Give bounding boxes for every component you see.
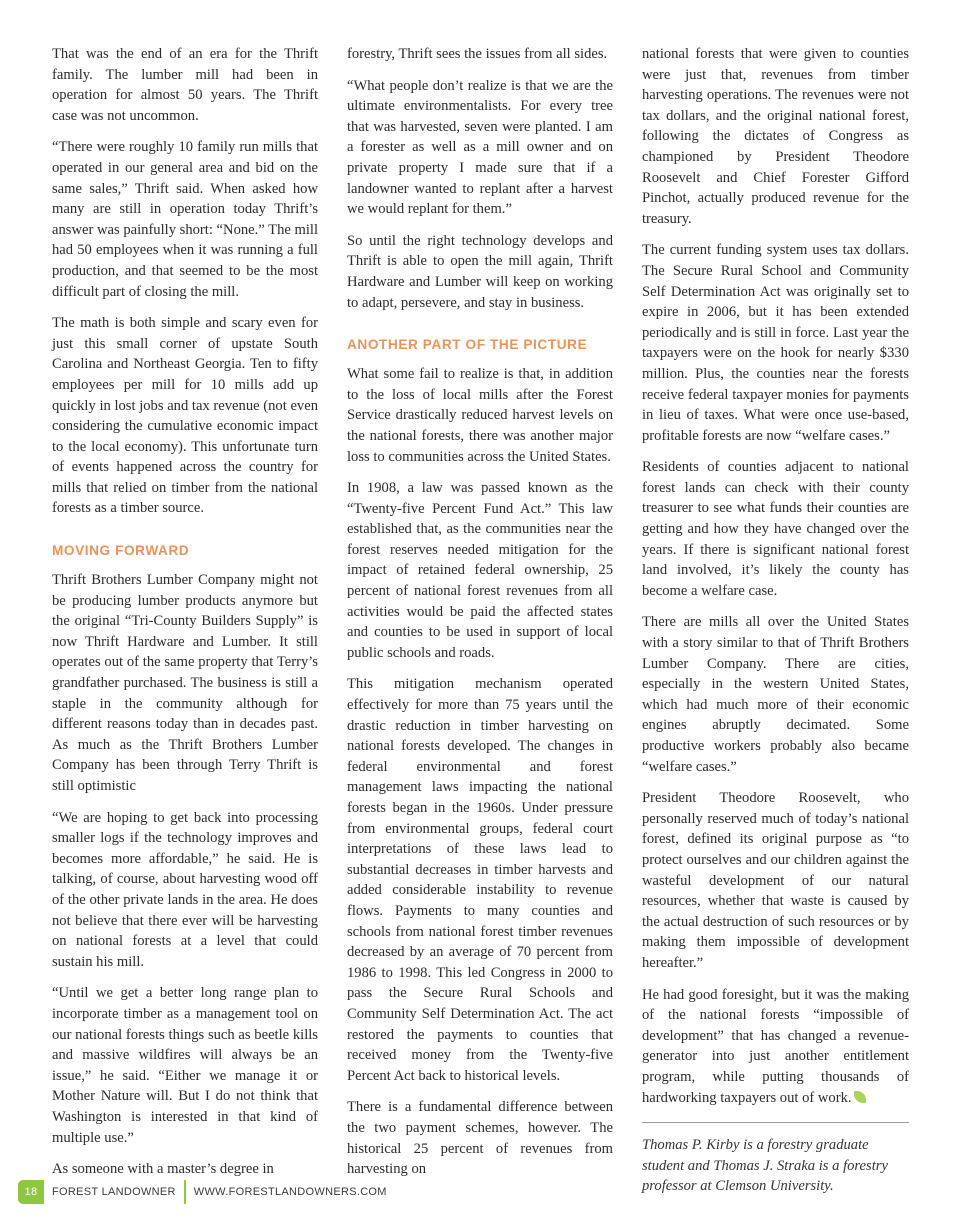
website-link[interactable]: WWW.FORESTLANDOWNERS.COM xyxy=(193,1186,387,1198)
paragraph: That was the end of an era for the Thrift family. The lumber mill had been in operation for almost 50 years. The Thrift case was not uncommon. xyxy=(52,46,318,124)
paragraph: Thrift Brothers Lumber Company might not be producing lumber products anymore but the original “Tri-County Builders Supply” is now Thrift Hardware and Lumber. It still operates out of the same property that Terry’s grandfather purchased. The business is still a staple in the community although for different reasons today than in decades past. As much as the Thrift Brothers Lumber Company has been through Terry Thrift is still optimistic xyxy=(52,572,318,794)
paragraph: “What people don’t realize is that we are the ultimate environmentalists. For every tree that was harvested, seven were planted. I am a forester as well as a mill owner and on private property I made sure that if a landowner wanted to replant after a harvest we would replant for them.” xyxy=(347,77,613,218)
paragraph: “We are hoping to get back into processing smaller logs if the technology improves and becomes more affordable,” he said. He is talking, of course, about harvesting wood off of the other private lands in the area. He does not believe that there ever will be harvesting on national forests at a level that could sustain his mill. xyxy=(52,809,318,970)
author-byline: Thomas P. Kirby is a forestry graduate student and Thomas J. Straka is a forestry professor at Clemson University. xyxy=(642,1137,888,1195)
article-column-3 xyxy=(642,44,909,1208)
paragraph: As someone with a master’s degree in xyxy=(52,1161,274,1178)
paragraph-text: He had good foresight, but it was the making of the national forests “impossible of development” that has changed a revenue-generator into just another entitlement program, while putting thousands of hardworking taxpayers out of work. xyxy=(642,986,909,1106)
paragraph: President Theodore Roosevelt, who personally reserved much of today’s national forest, defined its original purpose as “to protect ourselves and our children against the wasteful development of our natural resources, whether that waste is caused by the actual destruction of such resources or by making them impossible of development hereafter.” xyxy=(642,790,909,971)
article-column-1 xyxy=(52,44,318,1191)
paragraph: national forests that were given to counties were just that, revenues from timber harvesting operations. The revenues were not tax dollars, and the original national forest, following the dictates of Congress as championed by President Theodore Roosevelt and Chief Forester Gifford Pinchot, actually produced revenue for the treasury. xyxy=(642,46,909,227)
paragraph: The current funding system uses tax dollars. The Secure Rural School and Community Self Determination Act was originally set to expire in 2006, but it has been extended periodically and is still in force. Last year the taxpayers were on the hook for nearly $330 million. Plus, the counties near the forests receive federal taxpayer monies for payments in lieu of taxes. What were once use-based, profitable forests are now “welfare cases.” xyxy=(642,242,909,444)
paragraph: There are mills all over the United States with a story similar to that of Thrift Brothers Lumber Company. There are cities, especially in the western United States, which had much more of their economic engines abruptly decimated. Some productive workers probably also became “welfare cases.” xyxy=(642,614,909,775)
page-number: 18 xyxy=(18,1180,44,1204)
magazine-name: FOREST LANDOWNER xyxy=(52,1186,176,1198)
section-heading: ANOTHER PART OF THE PICTURE xyxy=(347,337,588,353)
paragraph: What some fail to realize is that, in addition to the loss of local mills after the Forest Service drastically reduced harvest levels on the national forests, there was another major loss to communities across the United States. xyxy=(347,366,613,465)
paragraph: Residents of counties adjacent to national forest lands can check with their county treasurer to see what funds their counties are getting and how they have changed over the years. If there is significant national forest land involved, it’s likely the county has become a welfare case. xyxy=(642,459,909,599)
article-column-2 xyxy=(347,44,613,1191)
paragraph: forestry, Thrift sees the issues from all sides. xyxy=(347,46,608,62)
paragraph: In 1908, a law was passed known as the “Twenty-five Percent Fund Act.” This law established that, as the communities near the forest reserves needed mitigation for the impact of retained federal ownership, 25 percent of national forest revenues from all activities would be paid the affected states and counties to be used in support of local public schools and roads. xyxy=(347,480,613,661)
page-footer xyxy=(18,1180,387,1204)
footer-divider xyxy=(184,1180,186,1204)
paragraph: There is a fundamental difference between the two payment schemes, however. The historical 25 percent of revenues from harvesting on xyxy=(347,1099,613,1178)
byline-divider xyxy=(642,1122,909,1123)
paragraph: “There were roughly 10 family run mills that operated in our general area and bid on the same sales,” Thrift said. When asked how many are still in operation today Thrift’s answer was painfully short: “None.” The mill had 50 employees when it was running a full production, and that seemed to be the most difficult part of closing the mill. xyxy=(52,139,319,300)
paragraph xyxy=(642,985,909,1109)
paragraph: “Until we get a better long range plan to incorporate timber as a management tool on our national forests things such as beetle kills and massive wildfires will always be an issue,” he said. “Either we manage it or Mother Nature will. But I do not think that Washington is interested in that kind of multiple use.” xyxy=(52,985,318,1146)
paragraph: The math is both simple and scary even for just this small corner of upstate South Carolina and Northeast Georgia. Ten to fifty employees per mill for 10 mills add up quickly in lost jobs and tax revenue (not even considering the cumulative economic impact to the local economy). This unfortunate turn of events happened across the country for mills that relied on timber from the national forests as a timber source. xyxy=(52,315,318,517)
section-heading: MOVING FORWARD xyxy=(52,543,190,559)
paragraph: This mitigation mechanism operated effectively for more than 75 years until the drastic reduction in timber harvesting on national forests developed. The changes in federal environmental and forest management laws impacting the national forests began in the 1960s. Under pressure from environmental groups, federal court interpretations of these laws lead to substantial decreases in timber harvests and added considerable instability to revenue flows. Payments to many counties and schools from national forest timber revenues decreased by an average of 70 percent from 1986 to 1998. This led Congress in 2000 to pass the Secure Rural Schools and Community Self Determination Act. The act restored the payments to counties that received money from the Twenty-five Percent Act back to historical levels. xyxy=(347,676,613,1084)
leaf-end-mark-icon xyxy=(854,1091,866,1103)
paragraph: So until the right technology develops and Thrift is able to open the mill again, Thrift Hardware and Lumber will keep on working to adapt, persevere, and stay in business. xyxy=(347,232,613,311)
